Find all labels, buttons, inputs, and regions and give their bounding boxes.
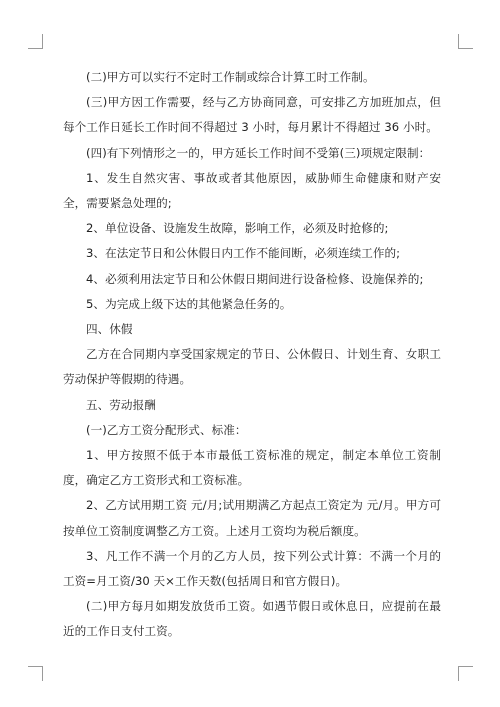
document-body — [63, 65, 441, 645]
paragraph: (二)甲方每月如期发放货币工资。如遇节假日或休息日，应提前在最近的工作日支付工资。 — [63, 599, 441, 639]
paragraph: 3、凡工作不满一个月的乙方人员，按下列公式计算：不满一个月的工资=月工资/30 天×工作天数(包括周日和官方假日)。 — [63, 548, 441, 589]
paragraph: (四)有下列情形之一的，甲方延长工作时间不受第(三)项规定限制： — [86, 145, 431, 160]
paragraph: 3、在法定节日和公休假日内工作不能间断，必须连续工作的; — [86, 246, 401, 261]
paragraph: 2、乙方试用期工资 元/月;试用期满乙方起点工资定为 元/月。甲方可按单位工资制度调整乙方工资。上述月工资均为税后额度。 — [63, 498, 441, 538]
paragraph: 2、单位设备、设施发生故障，影响工作，必须及时抢修的; — [86, 221, 389, 236]
crop-mark-top-right — [458, 34, 473, 49]
paragraph: 4、必须利用法定节日和公休假日期间进行设备检修、设施保养的; — [86, 271, 424, 286]
paragraph: 乙方在合同期内享受国家规定的节日、公休假日、计划生育、女职工劳动保护等假期的待遇。 — [63, 347, 441, 387]
section-heading: 四、休假 — [86, 322, 133, 337]
paragraph: (二)甲方可以实行不定时工作制或综合计算工时工作制。 — [86, 70, 375, 84]
paragraph: 5、为完成上级下达的其他紧急任务的。 — [86, 296, 292, 311]
crop-mark-bottom-left — [28, 666, 43, 681]
paragraph: 1、甲方按照不低于本市最低工资标准的规定，制定本单位工资制度，确定乙方工资形式和工资标准。 — [63, 448, 441, 488]
section-heading: 五、劳动报酬 — [86, 397, 156, 412]
crop-mark-bottom-right — [458, 666, 473, 681]
paragraph: 1、发生自然灾害、事故或者其他原因，威胁师生命健康和财产安全，需要紧急处理的; — [63, 170, 441, 211]
crop-mark-top-left — [28, 34, 43, 49]
paragraph: (三)甲方因工作需要，经与乙方协商同意，可安排乙方加班加点，但每个工作日延长工作时间不得超过 3 小时，每月累计不得超过 36 小时。 — [63, 95, 441, 135]
paragraph: (一)乙方工资分配形式、标准： — [86, 422, 247, 437]
